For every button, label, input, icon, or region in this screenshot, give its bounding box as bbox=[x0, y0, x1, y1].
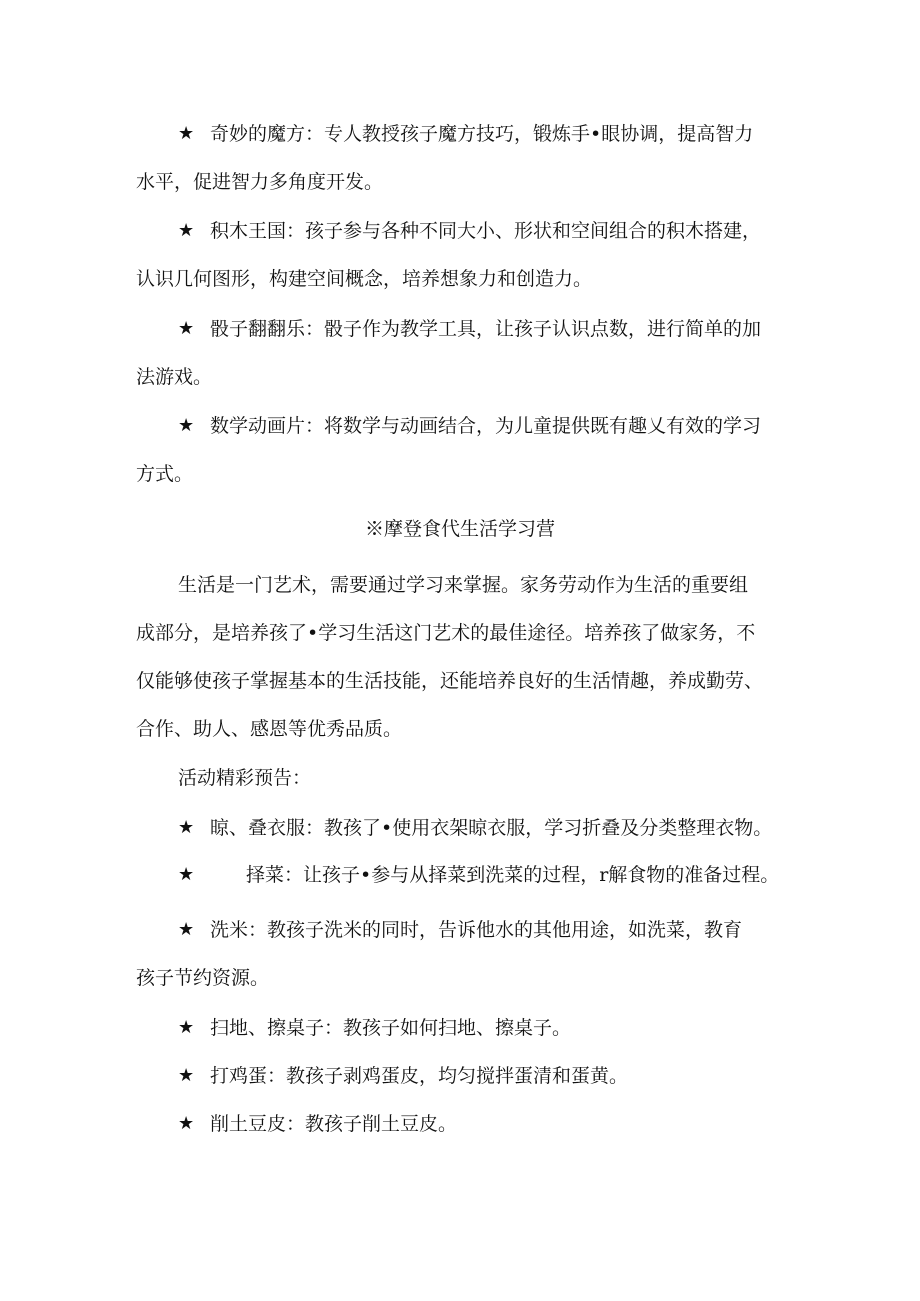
item-line: 孩子节约资源。 bbox=[136, 967, 270, 989]
item-line: 打鸡蛋：教孩子剥鸡蛋皮，均匀搅拌蛋清和蛋黄。 bbox=[210, 1065, 629, 1087]
star-icon: ★ bbox=[178, 817, 195, 838]
star-icon: ★ bbox=[178, 123, 195, 144]
item-line: 削土豆皮：教孩子削土豆皮。 bbox=[210, 1113, 458, 1135]
paragraph-line: 仅能够使孩子掌握基本的生活技能，还能培养良好的生活情趣，养成勤劳、 bbox=[136, 670, 764, 692]
item-line: 积木王国：孩子参与各种不同大小、形状和空间组合的积木搭建， bbox=[210, 220, 762, 242]
item-line: 扫地、擦桌子：教孩子如何扫地、擦桌子。 bbox=[210, 1017, 572, 1039]
item-line: 法游戏。 bbox=[136, 366, 213, 388]
star-icon: ★ bbox=[178, 1017, 195, 1038]
item-line: 奇妙的魔方：专人教授孩子魔方技巧，锻炼手•眼协调，提高智力 bbox=[210, 123, 754, 145]
star-icon: ★ bbox=[178, 864, 195, 885]
item-line: 晾、叠衣服：教孩了•使用衣架晾衣服，学习折叠及分类整理衣物。 bbox=[210, 817, 773, 839]
star-icon: ★ bbox=[178, 415, 195, 436]
item-line: 洗米：教孩子洗米的同时，告诉他水的其他用途，如洗菜，教育 bbox=[210, 919, 743, 941]
item-line: 方式。 bbox=[136, 463, 194, 485]
star-icon: ★ bbox=[178, 1113, 195, 1134]
section-heading: ※摩登食代生活学习营 bbox=[364, 518, 555, 540]
item-line: 数学动画片：将数学与动画结合，为儿童提供既有趣乂有效的学习 bbox=[210, 415, 762, 437]
item-line: 骰子翻翻乐：骰子作为教学工具，让孩子认识点数，进行简单的加 bbox=[210, 318, 762, 340]
paragraph-line: 成部分，是培养孩了•学习生活这门艺术的最佳途径。培养孩了做家务，不 bbox=[136, 622, 756, 644]
star-icon: ★ bbox=[178, 318, 195, 339]
preview-label: 活动精彩预告： bbox=[178, 767, 312, 789]
item-line: 认识几何图形，构建空间概念，培养想象力和创造力。 bbox=[136, 268, 593, 290]
star-icon: ★ bbox=[178, 1065, 195, 1086]
item-line: 择菜：让孩子•参与从择菜到洗菜的过程，r解食物的准备过程。 bbox=[246, 864, 780, 886]
paragraph-line: 合作、助人、感恩等优秀品质。 bbox=[136, 718, 403, 740]
paragraph-line: 生活是一门艺术，需要通过学习来掌握。家务劳动作为生活的重要组 bbox=[178, 574, 749, 596]
star-icon: ★ bbox=[178, 919, 195, 940]
star-icon: ★ bbox=[178, 220, 195, 241]
item-line: 水平，促进智力多角度开发。 bbox=[136, 171, 384, 193]
